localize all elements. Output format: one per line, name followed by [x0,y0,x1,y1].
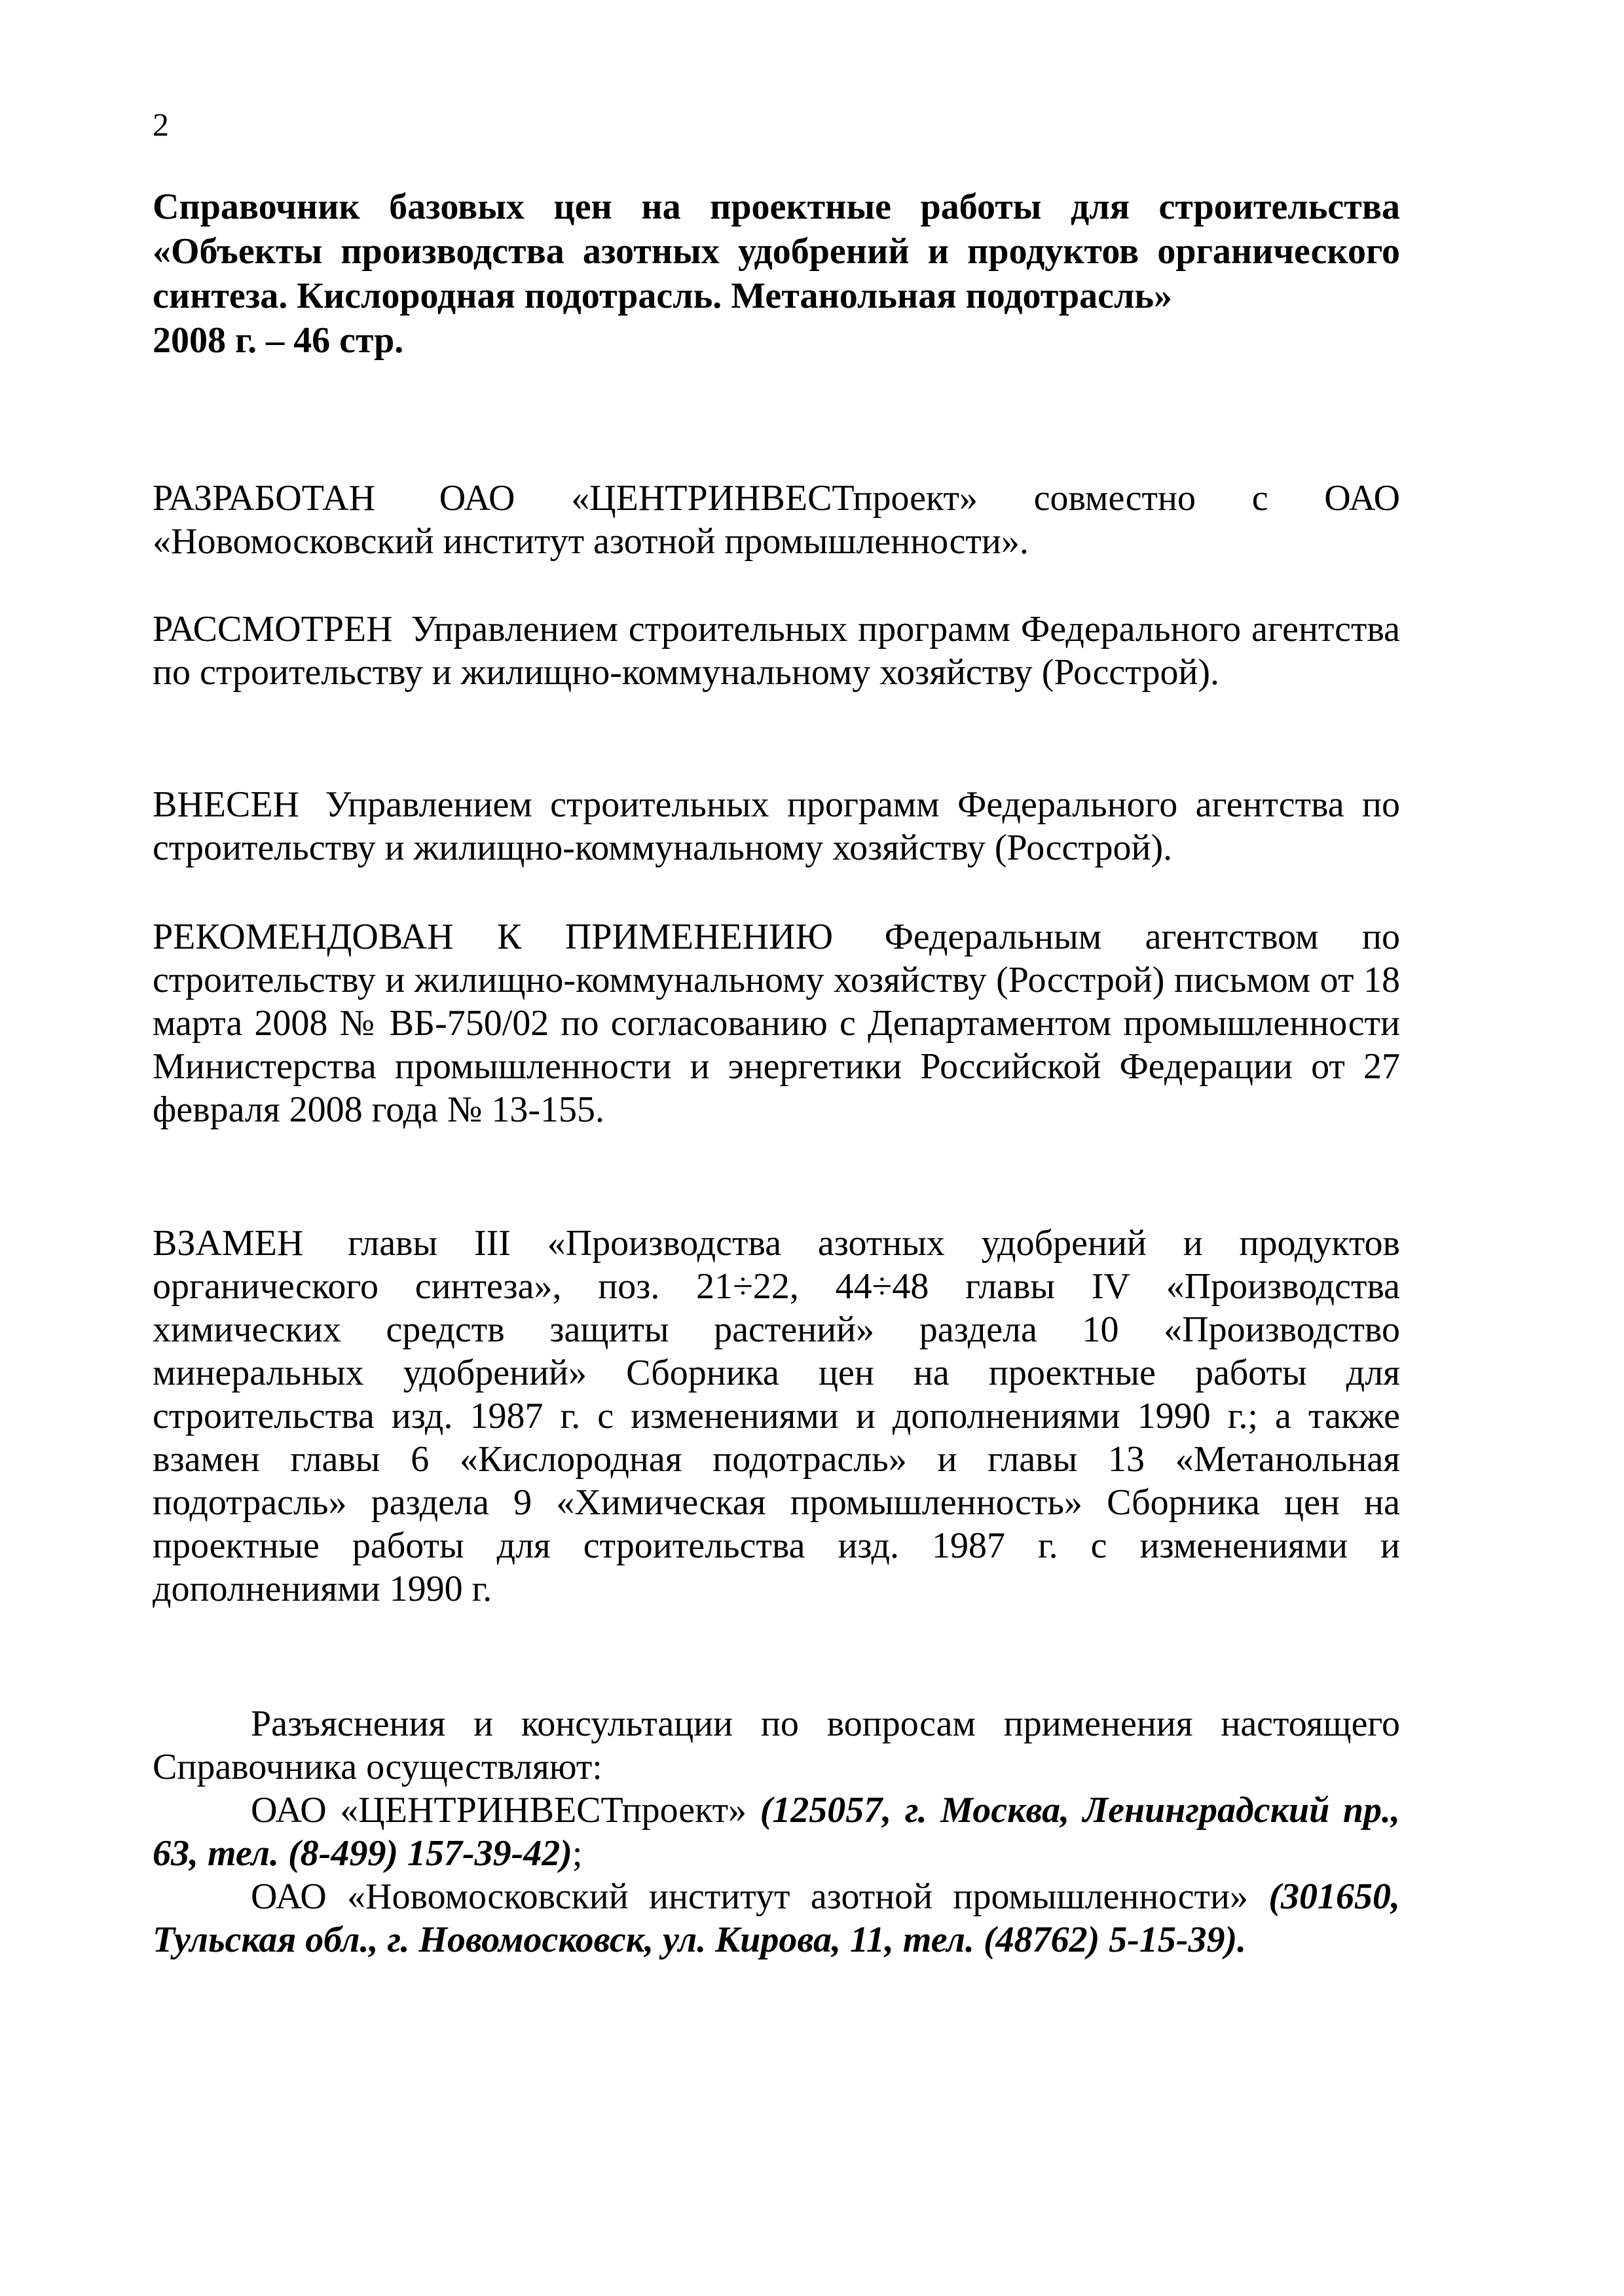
introduced-paragraph [153,783,1400,869]
document-title-block [153,185,1400,363]
document-date-pages: 2008 г. – 46 стр. [153,320,404,361]
reviewed-label: РАССМОТРЕН [153,609,393,649]
replaces-text: главы III «Производства азотных удобрений и продуктов органического синтеза», поз. 21÷22, 44÷48 главы IV «Производства химических средств защиты растений» раздела 10 «Производство минеральных удобрений» Сборника цен на проектные работы для строительства изд. 1987 г. с изменениями и дополнениями 1990 г.; а также взамен главы 6 «Кислородная подотрасль» и главы 13 «Метанольная подотрасль» раздела 9 «Химическая промышленность» Сборника цен на проектные работы для строительства изд. 1987 г. с изменениями и дополнениями 1990 г. [153,1223,1401,1609]
replaces-paragraph [153,1222,1400,1611]
org1-name: ОАО «ЦЕНТРИНВЕСТпроект» [251,1790,747,1831]
developed-label: РАЗРАБОТАН [153,478,376,519]
consultations-org1 [153,1789,1400,1875]
org2-name: ОАО «Новомосковский институт азотной промышленности» [251,1876,1248,1917]
recommended-paragraph [153,915,1400,1131]
consultations-block [153,1702,1400,1961]
reviewed-text: Управлением строительных программ Федерального агентства по строительству и жилищно-коммунальному хозяйству (Росстрой). [153,609,1401,693]
org1-address: (125057, г. Москва, Ленинградский пр., 63, тел. (8-499) 157-39-42) [153,1790,1401,1874]
org1-end: ; [572,1833,583,1874]
consultations-intro: Разъяснения и консультации по вопросам применения настоящего Справочника осуществляют: [153,1704,1400,1787]
recommended-label: РЕКОМЕНДОВАН К ПРИМЕНЕНИЮ [153,917,834,957]
introduced-text: Управлением строительных программ Федерального агентства по строительству и жилищно-коммунальному хозяйству (Росстрой). [153,784,1401,868]
introduced-label: ВНЕСЕН [153,784,299,825]
recommended-text: Федеральным агентством по строительству и жилищно-коммунальному хозяйству (Росстрой) письмом от 18 марта 2008 № ВБ-750/02 по согласованию с Департаментом промышленности Министерства промышленности и энергетики Российской Федерации от 27 февраля 2008 года № 13-155. [153,917,1401,1130]
document-title: Справочник базовых цен на проектные работы для строительства «Объекты производства азотных удобрений и продуктов органического синтеза. Кислородная подотрасль. Метанольная подотрасль» [153,187,1400,316]
developed-paragraph [153,477,1400,563]
consultations-org2 [153,1875,1400,1961]
replaces-label: ВЗАМЕН [153,1223,304,1264]
org2-address: (301650, Тульская обл., г. Новомосковск, ул. Кирова, 11, тел. (48762) 5-15-39). [153,1876,1400,1960]
page-number: 2 [153,106,169,143]
developed-text: ОАО «ЦЕНТРИНВЕСТпроект» совместно с ОАО «Новомосковский институт азотной промышленности». [153,478,1401,562]
reviewed-paragraph [153,608,1400,694]
